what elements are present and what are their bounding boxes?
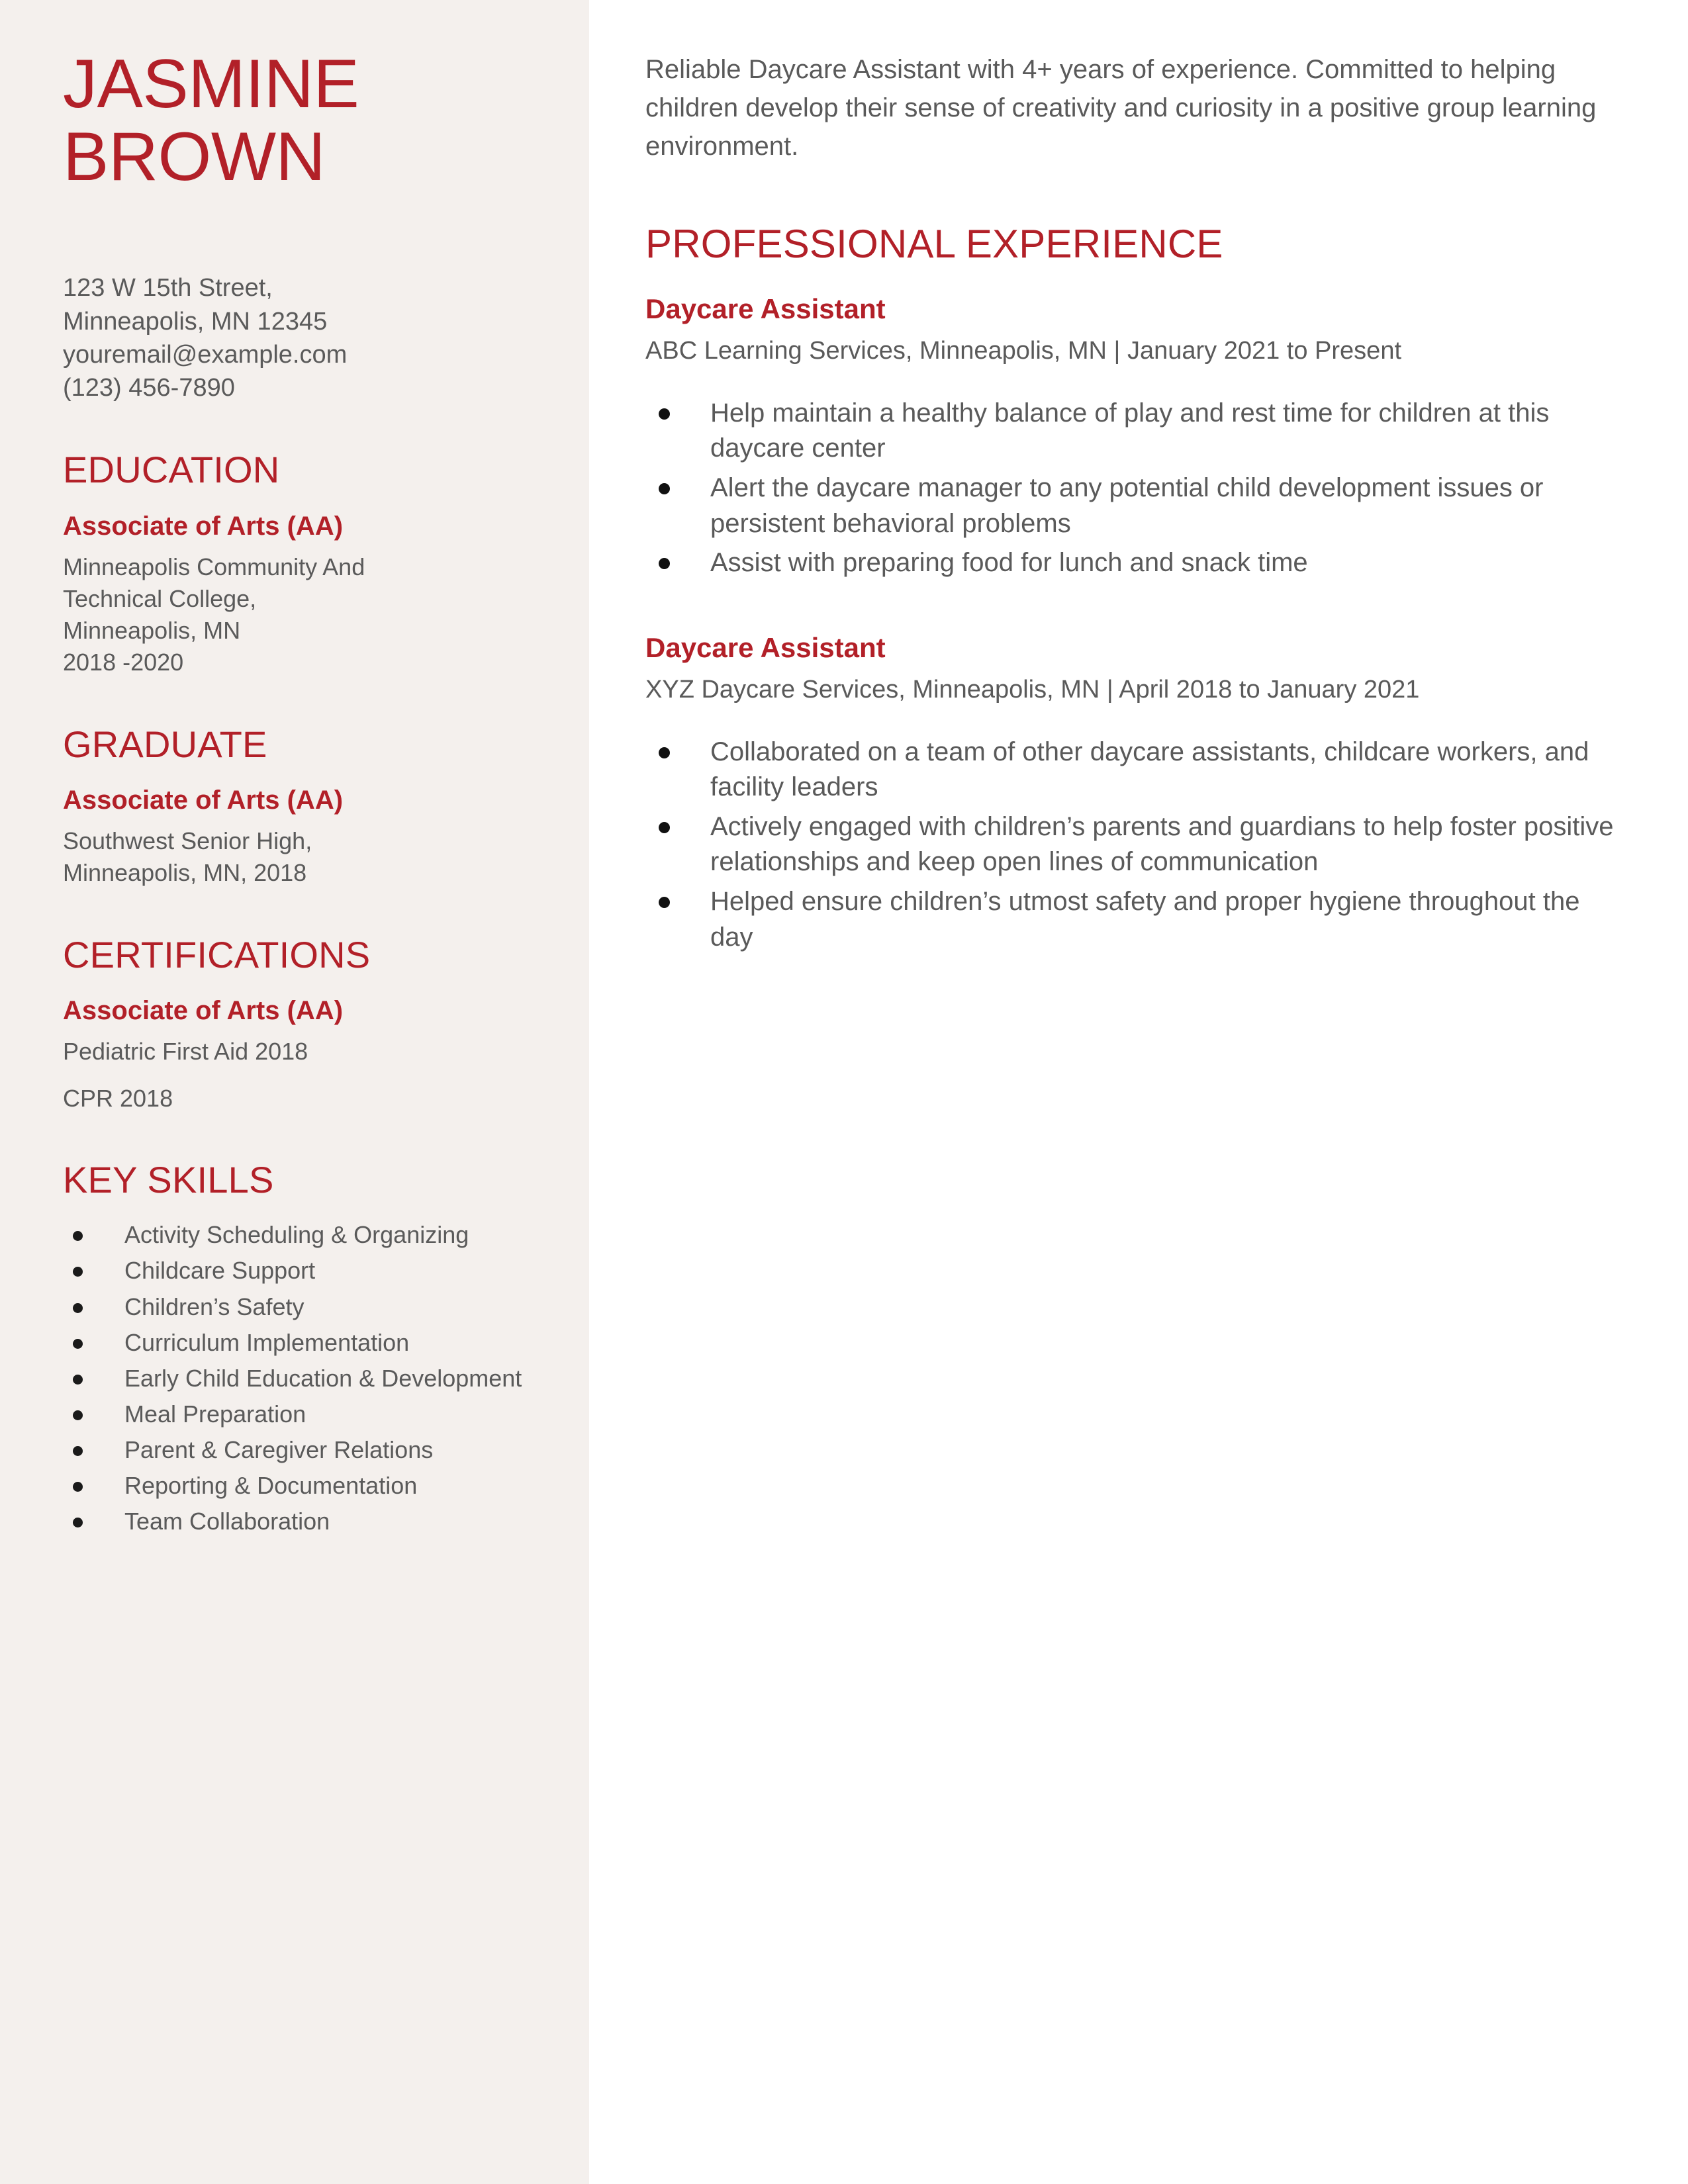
sidebar — [0, 0, 589, 2184]
list-item — [63, 1399, 549, 1430]
address-line-2: Minneapolis, MN 12345 — [63, 307, 328, 336]
section-heading-certifications: CERTIFICATIONS — [63, 933, 371, 976]
graduate-school: Southwest Senior High, — [63, 827, 312, 855]
certifications-entry — [63, 995, 549, 1114]
section-heading-education: EDUCATION — [63, 449, 280, 491]
certification-item: CPR 2018 — [63, 1084, 173, 1112]
education-school-line-2: Technical College, — [63, 584, 257, 612]
responsibility-text: Alert the daycare manager to any potential child development issues or persistent behavioral problems — [710, 473, 1544, 538]
bullet-icon — [73, 1446, 83, 1456]
job-responsibilities-list — [645, 396, 1615, 581]
list-item — [645, 735, 1615, 805]
bullet-icon — [73, 1410, 83, 1420]
bullet-icon — [659, 558, 670, 569]
education-school-line-1: Minneapolis Community And — [63, 553, 365, 580]
candidate-name — [63, 0, 549, 196]
education-dates: 2018 -2020 — [63, 649, 184, 676]
bullet-icon — [73, 1482, 83, 1492]
education-entry — [63, 510, 549, 679]
skill-label: Children’s Safety — [124, 1293, 305, 1320]
bullet-icon — [659, 408, 670, 420]
skill-label: Curriculum Implementation — [124, 1328, 410, 1356]
email-address[interactable]: youremail@example.com — [63, 340, 348, 369]
key-skills-list — [63, 1220, 549, 1537]
contact-info — [63, 271, 549, 404]
graduate-degree: Associate of Arts (AA) — [63, 786, 344, 815]
address-line-1: 123 W 15th Street, — [63, 274, 273, 302]
education-location: Minneapolis, MN — [63, 617, 241, 645]
responsibility-text: Collaborated on a team of other daycare assistants, childcare workers, and facility leaders — [710, 737, 1589, 802]
list-item — [63, 1328, 549, 1358]
bullet-icon — [73, 1303, 83, 1313]
job-responsibilities-list — [645, 735, 1615, 956]
bullet-icon — [73, 1231, 83, 1241]
skill-label: Parent & Caregiver Relations — [124, 1435, 434, 1463]
bullet-icon — [73, 1339, 83, 1349]
last-name: BROWN — [63, 118, 326, 196]
list-item — [645, 545, 1615, 581]
certifications-subheading: Associate of Arts (AA) — [63, 996, 344, 1026]
education-degree: Associate of Arts (AA) — [63, 511, 344, 541]
skill-label: Team Collaboration — [124, 1507, 330, 1535]
bullet-icon — [73, 1267, 83, 1277]
bullet-icon — [659, 897, 670, 908]
experience-entry — [645, 293, 1615, 581]
list-item — [645, 809, 1615, 880]
list-item — [645, 471, 1615, 541]
experience-entry — [645, 631, 1615, 955]
bullet-icon — [73, 1375, 83, 1385]
list-item — [645, 396, 1615, 467]
responsibility-text: Helped ensure children’s utmost safety and proper hygiene throughout the day — [710, 886, 1580, 952]
list-item — [63, 1220, 549, 1250]
responsibility-text: Assist with preparing food for lunch and snack time — [710, 548, 1308, 578]
job-title: Daycare Assistant — [645, 293, 886, 324]
job-title: Daycare Assistant — [645, 631, 886, 663]
responsibility-text: Help maintain a healthy balance of play and rest time for children at this daycare center — [710, 398, 1550, 463]
skill-label: Early Child Education & Development — [124, 1364, 522, 1392]
phone-number[interactable]: (123) 456-7890 — [63, 373, 235, 402]
skill-label: Meal Preparation — [124, 1400, 306, 1428]
bullet-icon — [73, 1518, 83, 1527]
list-item — [63, 1292, 549, 1322]
bullet-icon — [659, 747, 670, 758]
first-name: JASMINE — [63, 46, 359, 122]
main-content — [589, 0, 1688, 2184]
list-item — [63, 1471, 549, 1501]
list-item — [645, 884, 1615, 955]
graduate-location-year: Minneapolis, MN, 2018 — [63, 859, 307, 887]
bullet-icon — [659, 822, 670, 833]
skill-label: Childcare Support — [124, 1257, 316, 1285]
list-item — [63, 1363, 549, 1394]
graduate-entry — [63, 784, 549, 889]
section-heading-key-skills: KEY SKILLS — [63, 1158, 274, 1201]
section-spacer — [645, 589, 1615, 631]
section-heading-graduate: GRADUATE — [63, 723, 267, 765]
professional-summary: Reliable Daycare Assistant with 4+ years of experience. Committed to helping children develop their sense of creativity and curiosity in a positive group learning environment. — [645, 55, 1597, 161]
bullet-icon — [659, 483, 670, 494]
certification-item: Pediatric First Aid 2018 — [63, 1038, 308, 1066]
list-item — [63, 1506, 549, 1537]
section-heading-professional-experience: PROFESSIONAL EXPERIENCE — [645, 222, 1223, 266]
list-item — [63, 1255, 549, 1286]
list-item — [63, 1435, 549, 1465]
skill-label: Reporting & Documentation — [124, 1471, 418, 1499]
responsibility-text: Actively engaged with children’s parents and guardians to help foster positive relationships and keep open lines of communication — [710, 811, 1614, 877]
job-company-and-dates: ABC Learning Services, Minneapolis, MN | January 2021 to Present — [645, 337, 1402, 365]
job-company-and-dates: XYZ Daycare Services, Minneapolis, MN | April 2018 to January 2021 — [645, 676, 1420, 704]
skill-label: Activity Scheduling & Organizing — [124, 1221, 469, 1249]
